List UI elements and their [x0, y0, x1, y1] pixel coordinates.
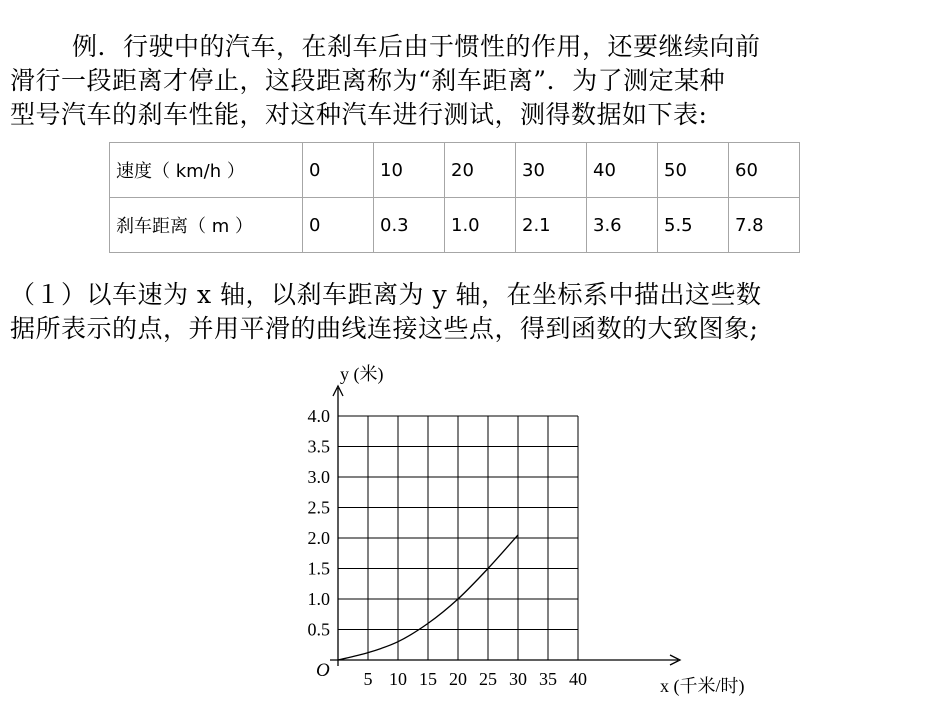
- table-cell: 7.8: [729, 198, 800, 253]
- problem-line-2: 滑行一段距离才停止，这段距离称为“刹车距离”．为了测定某种: [10, 66, 726, 95]
- row-header-distance: 刹车距离（ m ）: [110, 198, 303, 253]
- x-tick-label: 35: [539, 669, 557, 689]
- table-cell: 3.6: [587, 198, 658, 253]
- question-text: [10, 278, 945, 346]
- x-tick-label: 40: [569, 669, 587, 689]
- x-axis-label: x (千米/时): [660, 676, 745, 696]
- table-cell: 1.0: [445, 198, 516, 253]
- table-cell: 40: [587, 143, 658, 198]
- y-tick-label: 1.0: [307, 589, 330, 609]
- table-cell: 0: [303, 143, 374, 198]
- table-cell: 20: [445, 143, 516, 198]
- y-tick-label: 3.5: [307, 436, 330, 457]
- data-table: [109, 142, 800, 253]
- y-tick-label: 1.5: [307, 558, 330, 579]
- table-cell: 2.1: [516, 198, 587, 253]
- y-tick-label: 0.5: [307, 619, 330, 640]
- y-tick-label: 3.0: [307, 467, 330, 487]
- table-cell: 0.3: [374, 198, 445, 253]
- problem-line-1: 例．行驶中的汽车，在刹车后由于惯性的作用，还要继续向前: [72, 32, 761, 61]
- problem-statement: [10, 30, 945, 132]
- x-tick-label: 10: [389, 669, 407, 689]
- question-line-2: 据所表示的点，并用平滑的曲线连接这些点，得到函数的大致图象;: [10, 314, 759, 343]
- origin-label: O: [316, 660, 330, 681]
- table-row-speed: [110, 143, 800, 198]
- table-row-distance: [110, 198, 800, 253]
- y-tick-label: 4.0: [307, 406, 330, 426]
- row-header-speed: 速度（ km/h ）: [110, 143, 303, 198]
- coordinate-graph: [290, 358, 780, 708]
- y-tick-label: 2.5: [307, 497, 330, 518]
- question-line-1: （１）以车速为 x 轴，以刹车距离为 y 轴，在坐标系中描出这些数: [10, 280, 762, 309]
- x-tick-label: 15: [419, 669, 437, 689]
- y-tick-label: 2.0: [307, 528, 330, 548]
- x-tick-label: 5: [363, 669, 373, 689]
- problem-line-3: 型号汽车的刹车性能，对这种汽车进行测试，测得数据如下表:: [10, 100, 708, 129]
- table-cell: 50: [658, 143, 729, 198]
- x-tick-label: 30: [509, 669, 527, 689]
- x-tick-label: 20: [449, 669, 467, 689]
- table-cell: 60: [729, 143, 800, 198]
- y-axis-label: y (米): [340, 364, 384, 384]
- x-tick-label: 25: [479, 669, 497, 689]
- table-cell: 0: [303, 198, 374, 253]
- table-cell: 5.5: [658, 198, 729, 253]
- table-cell: 10: [374, 143, 445, 198]
- table-cell: 30: [516, 143, 587, 198]
